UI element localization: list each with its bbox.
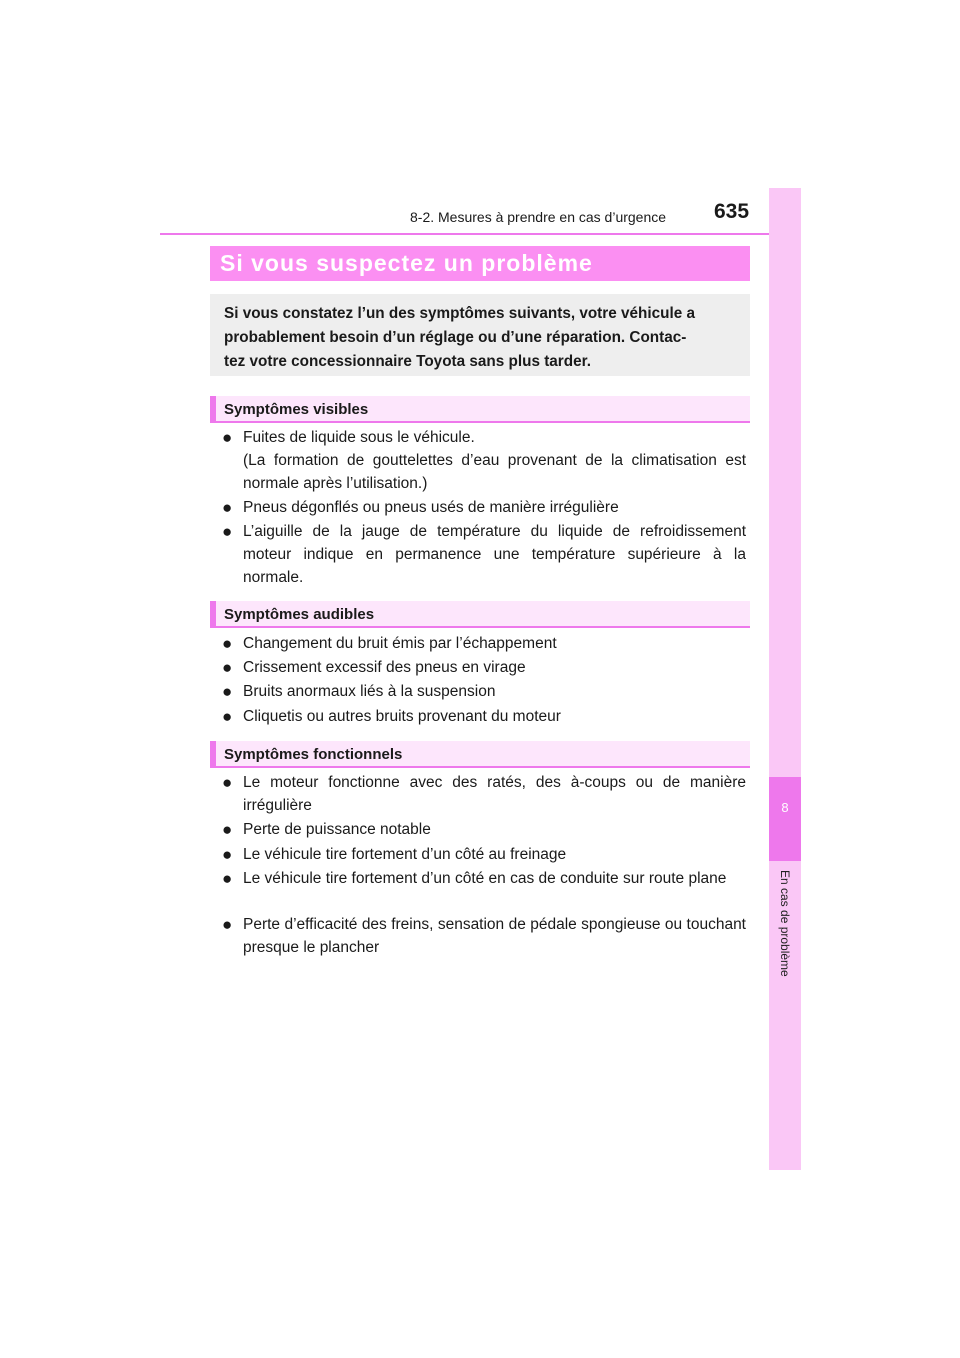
intro-line: Si vous constatez l’un des symptômes suivants, votre véhicule a bbox=[224, 305, 695, 322]
list-item-text: Cliquetis ou autres bruits provenant du moteur bbox=[243, 708, 561, 725]
list-item-text: Le véhicule tire fortement d’un côté en cas de conduite sur route plane bbox=[243, 870, 727, 887]
list-item-text: Perte de puissance notable bbox=[243, 821, 431, 838]
list-item bbox=[222, 705, 746, 728]
list-item-text: L’aiguille de la jauge de température du liquide de refroidissement moteur indique en permanence une température supérieure à la normale. bbox=[243, 523, 746, 586]
bullet-icon: ● bbox=[222, 682, 233, 701]
heading-accent-bar bbox=[210, 741, 216, 768]
list-item-text: Changement du bruit émis par l’échappement bbox=[243, 635, 557, 652]
list-item bbox=[222, 520, 746, 589]
bullet-icon: ● bbox=[222, 522, 233, 541]
list-item-text: Perte d’efficacité des freins, sensation de pédale spongieuse ou touchant presque le plancher bbox=[243, 916, 746, 956]
list-item-text: Crissement excessif des pneus en virage bbox=[243, 659, 526, 676]
list-item-text: Le véhicule tire fortement d’un côté au freinage bbox=[243, 846, 567, 863]
list-item bbox=[222, 843, 746, 866]
list-item bbox=[222, 818, 746, 841]
list-item bbox=[222, 867, 746, 890]
heading-accent-bar bbox=[210, 396, 216, 423]
list-item bbox=[222, 632, 746, 655]
list-item bbox=[222, 496, 746, 519]
bullet-icon: ● bbox=[222, 773, 233, 792]
section-heading-visibles bbox=[210, 396, 750, 423]
list-item-note: (La formation de gouttelettes d’eau provenant de la climatisation est normale après l’utilisation.) bbox=[243, 452, 746, 492]
list-item bbox=[222, 913, 746, 959]
list-item bbox=[222, 771, 746, 817]
list-item-text: Bruits anormaux liés à la suspension bbox=[243, 683, 496, 700]
bullet-icon: ● bbox=[222, 915, 233, 934]
list-item bbox=[222, 426, 746, 495]
intro-box bbox=[210, 294, 750, 376]
header-divider bbox=[160, 233, 800, 235]
section-heading-fonctionnels bbox=[210, 741, 750, 768]
bullet-icon: ● bbox=[222, 845, 233, 864]
list-item-text: Fuites de liquide sous le véhicule. bbox=[243, 429, 475, 446]
page-title: Si vous suspectez un problème bbox=[220, 250, 593, 276]
list-item-text: Pneus dégonflés ou pneus usés de manière irrégulière bbox=[243, 499, 619, 516]
list-item bbox=[222, 656, 746, 679]
chapter-side-tab bbox=[769, 188, 801, 1170]
heading-accent-bar bbox=[210, 601, 216, 628]
page-number: 635 bbox=[714, 200, 750, 223]
bullet-icon: ● bbox=[222, 820, 233, 839]
section-heading-label: Symptômes audibles bbox=[224, 606, 375, 623]
chapter-number-marker bbox=[769, 777, 801, 861]
intro-line: tez votre concessionnaire Toyota sans plus tarder. bbox=[224, 353, 591, 370]
list-item-text: Le moteur fonctionne avec des ratés, des à-coups ou de manière irrégulière bbox=[243, 774, 746, 814]
bullet-icon: ● bbox=[222, 869, 233, 888]
section-heading-audibles bbox=[210, 601, 750, 628]
bullet-icon: ● bbox=[222, 707, 233, 726]
intro-text bbox=[224, 302, 740, 374]
intro-line: probablement besoin d’un réglage ou d’une réparation. Contac- bbox=[224, 329, 687, 346]
page-title-bar bbox=[210, 246, 750, 281]
section-heading-label: Symptômes fonctionnels bbox=[224, 746, 403, 763]
bullet-icon: ● bbox=[222, 498, 233, 517]
chapter-number: 8 bbox=[781, 800, 789, 815]
bullet-icon: ● bbox=[222, 658, 233, 677]
bullet-icon: ● bbox=[222, 634, 233, 653]
section-reference: 8-2. Mesures à prendre en cas d’urgence bbox=[410, 209, 667, 225]
chapter-title: En cas de problème bbox=[778, 870, 792, 977]
list-item bbox=[222, 680, 746, 703]
section-heading-label: Symptômes visibles bbox=[224, 401, 369, 418]
bullet-icon: ● bbox=[222, 428, 233, 447]
